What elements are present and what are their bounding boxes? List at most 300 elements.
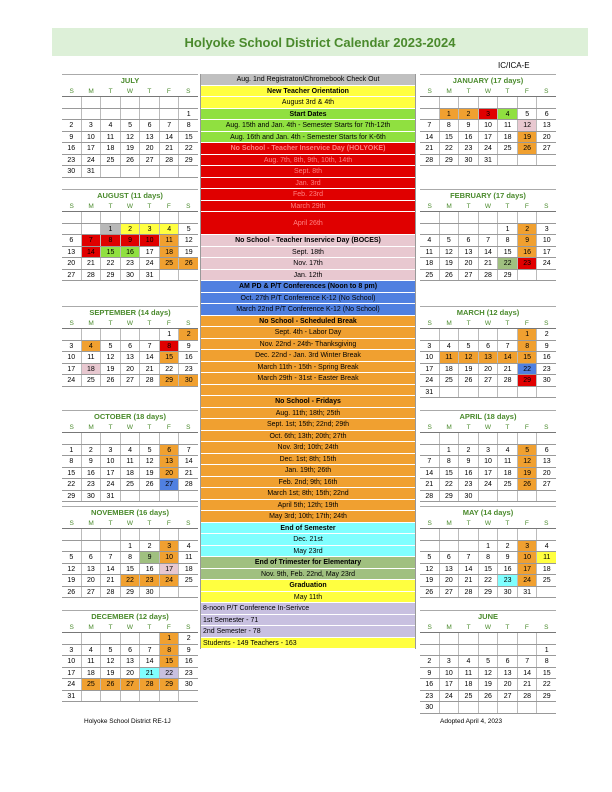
weekday-label: T <box>466 520 471 527</box>
day-cell: 27 <box>542 481 551 488</box>
day-cell: 25 <box>82 679 102 690</box>
legend-row: Nov. 3rd; 10th; 24th <box>201 442 415 454</box>
day-cell <box>82 433 102 444</box>
week-row <box>420 143 556 155</box>
day-cell: 8 <box>160 645 180 656</box>
week-row <box>420 691 556 703</box>
day-cell: 10 <box>479 120 499 131</box>
day-cell <box>62 224 82 235</box>
weekday-label: T <box>147 424 152 431</box>
day-cell: 5 <box>459 341 479 352</box>
weekday-label: S <box>427 520 432 527</box>
day-cell <box>121 329 141 340</box>
weekday-label: W <box>484 203 492 210</box>
weekday-label: S <box>427 203 432 210</box>
legend-row: March 11th - 15th - Spring Break <box>201 362 415 374</box>
day-cell: 9 <box>62 132 82 143</box>
weekday-label: M <box>446 520 452 527</box>
day-cell: 22 <box>62 479 82 490</box>
day-cell <box>537 433 556 444</box>
month-title: FEBRUARY (17 days) <box>420 189 556 201</box>
day-cell <box>140 433 160 444</box>
day-cell <box>459 224 479 235</box>
day-cell: 28 <box>459 587 479 598</box>
day-cell: 19 <box>479 679 499 690</box>
day-cell: 15 <box>160 656 180 667</box>
weekday-header <box>420 86 556 97</box>
day-cell: 20 <box>459 258 479 269</box>
day-cell <box>420 445 440 456</box>
legend-row: May 3rd; 10th; 17th; 24th <box>201 511 415 523</box>
week-row <box>62 433 198 445</box>
day-cell: 9 <box>140 552 160 563</box>
day-cell: 25 <box>160 258 180 269</box>
day-cell <box>459 645 479 656</box>
day-cell: 28 <box>82 270 102 281</box>
day-cell: 3 <box>62 341 82 352</box>
week-row <box>420 479 556 491</box>
weekday-label: S <box>544 88 549 95</box>
day-cell: 12 <box>101 656 121 667</box>
day-cell <box>420 529 440 540</box>
day-cell <box>121 109 141 120</box>
day-cell: 2 <box>179 329 198 340</box>
weekday-label: T <box>505 88 510 95</box>
month-calendar <box>62 74 198 178</box>
week-row <box>62 120 198 132</box>
day-cell: 4 <box>186 542 191 550</box>
day-cell: 10 <box>440 668 460 679</box>
day-cell: 11 <box>82 352 102 363</box>
day-cell: 26 <box>518 479 538 490</box>
day-cell: 5 <box>440 235 460 246</box>
weekday-header <box>420 622 556 633</box>
week-row <box>420 456 556 468</box>
weekday-label: S <box>544 624 549 631</box>
legend-row: Jan. 12th <box>201 270 415 282</box>
day-cell: 8 <box>101 235 121 246</box>
week-row <box>62 224 198 236</box>
legend-row: Graduation <box>201 580 415 592</box>
day-cell: 10 <box>479 456 499 467</box>
day-cell: 26 <box>479 691 499 702</box>
week-row <box>62 132 198 144</box>
day-cell: 21 <box>82 258 102 269</box>
day-cell: 9 <box>459 120 479 131</box>
day-cell: 23 <box>62 155 82 166</box>
day-cell <box>420 541 440 552</box>
day-cell: 23 <box>420 691 440 702</box>
legend-row: Sept. 1st; 15th; 22nd; 29th <box>201 419 415 431</box>
weekday-label: F <box>524 88 529 95</box>
day-cell: 29 <box>121 587 141 598</box>
legend-row: Nov. 22nd - 24th- Thanksgiving <box>201 339 415 351</box>
day-cell: 11 <box>440 352 460 363</box>
day-cell: 3 <box>420 341 440 352</box>
day-cell: 4 <box>440 341 460 352</box>
month-title: DECEMBER (12 days) <box>62 610 198 622</box>
month-title: SEPTEMBER (14 days) <box>62 306 198 318</box>
day-cell: 28 <box>140 679 160 690</box>
day-cell: 9 <box>498 552 518 563</box>
weekday-header <box>62 518 198 529</box>
day-cell: 31 <box>420 387 440 398</box>
day-cell <box>140 529 160 540</box>
legend-row: Aug. 11th; 18th; 25th <box>201 408 415 420</box>
day-cell <box>160 212 180 223</box>
day-cell: 17 <box>62 668 82 679</box>
day-cell <box>101 166 121 177</box>
week-row <box>420 468 556 480</box>
day-cell: 14 <box>82 247 102 258</box>
day-cell: 19 <box>140 468 160 479</box>
week-row <box>420 575 556 587</box>
day-cell <box>121 491 141 502</box>
day-cell: 21 <box>518 679 538 690</box>
day-cell <box>82 541 102 552</box>
day-cell: 3 <box>62 645 82 656</box>
day-cell <box>101 433 121 444</box>
day-cell <box>537 633 556 644</box>
day-cell: 24 <box>160 575 180 586</box>
page-title: Holyoke School District Calendar 2023-2024 <box>52 28 588 56</box>
day-cell: 13 <box>121 352 141 363</box>
day-cell: 6 <box>82 552 102 563</box>
weekday-label: F <box>166 424 171 431</box>
month-calendar <box>420 506 556 598</box>
day-cell <box>420 645 440 656</box>
day-cell: 20 <box>160 468 180 479</box>
day-cell: 25 <box>184 577 193 584</box>
day-cell: 2 <box>459 109 479 120</box>
day-cell: 23 <box>459 479 479 490</box>
day-cell: 1 <box>518 329 538 340</box>
day-cell: 26 <box>179 258 198 269</box>
day-cell: 23 <box>140 575 160 586</box>
day-cell: 20 <box>121 668 141 679</box>
day-cell <box>140 491 160 502</box>
weekday-label: T <box>466 203 471 210</box>
day-cell <box>440 645 460 656</box>
day-cell: 14 <box>420 468 440 479</box>
day-cell <box>479 491 499 502</box>
day-cell: 14 <box>518 668 538 679</box>
day-cell: 8 <box>479 552 499 563</box>
day-cell: 21 <box>459 575 479 586</box>
month-title: NOVEMBER (16 days) <box>62 506 198 518</box>
day-cell: 10 <box>542 237 551 244</box>
day-cell <box>160 587 180 598</box>
weekday-label: T <box>466 624 471 631</box>
day-cell: 16 <box>140 564 160 575</box>
day-cell <box>498 645 518 656</box>
day-cell: 19 <box>62 575 82 586</box>
legend-row: Aug. 16th and Jan. 4th - Semester Starts for K-6th <box>201 132 415 144</box>
legend-row: No School - Teacher Inservice Day (HOLYOKE) <box>201 143 415 155</box>
day-cell: 16 <box>518 247 538 258</box>
legend-row: Jan. 19th; 26th <box>201 465 415 477</box>
day-cell: 6 <box>544 110 549 118</box>
weekday-label: M <box>88 320 94 327</box>
day-cell: 29 <box>160 375 180 386</box>
day-cell: 16 <box>184 354 193 361</box>
legend-row: May 23rd <box>201 546 415 558</box>
day-cell <box>459 387 479 398</box>
day-cell: 2 <box>82 445 102 456</box>
week-row <box>420 352 556 364</box>
day-cell: 17 <box>160 564 180 575</box>
day-cell: 11 <box>160 235 180 246</box>
legend-row: April 26th <box>201 212 415 235</box>
weekday-label: S <box>69 424 74 431</box>
weekday-label: S <box>69 88 74 95</box>
day-cell: 23 <box>459 143 479 154</box>
month-title: APRIL (18 days) <box>420 410 556 422</box>
day-cell <box>498 702 518 713</box>
weekday-label: T <box>108 520 113 527</box>
day-cell: 27 <box>479 375 499 386</box>
week-row <box>62 541 198 553</box>
day-cell: 3 <box>82 120 102 131</box>
day-cell <box>459 433 479 444</box>
legend-row: Sept. 8th <box>201 166 415 178</box>
day-cell: 12 <box>518 456 538 467</box>
weekday-label: T <box>466 424 471 431</box>
day-cell: 15 <box>440 132 460 143</box>
day-cell: 2 <box>459 445 479 456</box>
week-row <box>420 445 556 457</box>
day-cell: 30 <box>179 375 198 386</box>
month-calendar <box>62 610 198 702</box>
weekday-header <box>62 201 198 212</box>
month-title: AUGUST (11 days) <box>62 189 198 201</box>
day-cell: 30 <box>82 491 102 502</box>
day-cell: 7 <box>479 235 499 246</box>
weekday-header <box>420 518 556 529</box>
week-row <box>420 132 556 144</box>
day-cell <box>160 109 180 120</box>
day-cell: 29 <box>498 270 518 281</box>
week-row <box>420 97 556 109</box>
day-cell: 22 <box>160 668 180 679</box>
week-row <box>420 529 556 541</box>
day-cell: 4 <box>498 445 518 456</box>
day-cell: 31 <box>82 166 102 177</box>
weekday-label: W <box>484 88 492 95</box>
day-cell <box>101 109 121 120</box>
day-cell: 29 <box>101 270 121 281</box>
day-cell: 3 <box>160 541 180 552</box>
day-cell: 23 <box>498 575 518 586</box>
weekday-label: M <box>88 88 94 95</box>
day-cell <box>179 166 198 177</box>
day-cell: 24 <box>62 375 82 386</box>
day-cell: 5 <box>518 445 538 456</box>
day-cell: 5 <box>62 552 82 563</box>
day-cell: 9 <box>544 342 549 350</box>
day-cell: 11 <box>101 132 121 143</box>
day-cell <box>440 329 460 340</box>
day-cell: 24 <box>420 375 440 386</box>
day-cell: 16 <box>498 564 518 575</box>
day-cell: 18 <box>459 679 479 690</box>
week-row <box>420 541 556 553</box>
day-cell <box>537 97 556 108</box>
weekday-label: W <box>126 520 134 527</box>
weekday-label: S <box>427 88 432 95</box>
week-row <box>62 656 198 668</box>
weekday-header <box>62 622 198 633</box>
day-cell: 16 <box>542 354 551 361</box>
week-row <box>62 364 198 376</box>
day-cell: 12 <box>440 247 460 258</box>
weekday-label: S <box>427 624 432 631</box>
weekday-label: M <box>446 88 452 95</box>
weekday-label: T <box>505 520 510 527</box>
day-cell: 6 <box>498 656 518 667</box>
day-cell: 24 <box>140 258 160 269</box>
day-cell: 6 <box>544 446 549 454</box>
day-cell: 5 <box>101 645 121 656</box>
weekday-label: S <box>186 424 191 431</box>
week-row <box>62 552 198 564</box>
day-cell: 13 <box>542 122 551 129</box>
day-cell: 17 <box>82 143 102 154</box>
footer-district: Holyoke School District RE-1J <box>84 718 171 725</box>
day-cell: 22 <box>184 145 193 152</box>
day-cell <box>179 587 198 598</box>
day-cell: 17 <box>479 468 499 479</box>
day-cell: 1 <box>160 633 180 644</box>
day-cell: 30 <box>121 270 141 281</box>
day-cell: 11 <box>420 247 440 258</box>
legend-row: Dec. 1st; 8th; 15th <box>201 454 415 466</box>
day-cell: 31 <box>479 155 499 166</box>
day-cell: 21 <box>479 258 499 269</box>
weekday-label: M <box>446 624 452 631</box>
day-cell: 11 <box>537 552 556 563</box>
day-cell: 2 <box>140 541 160 552</box>
day-cell: 28 <box>479 270 499 281</box>
legend-row: Aug. 7th, 8th, 9th, 10th, 14th <box>201 155 415 167</box>
day-cell: 22 <box>121 575 141 586</box>
weekday-label: S <box>186 624 191 631</box>
day-cell <box>140 97 160 108</box>
day-cell: 7 <box>420 120 440 131</box>
day-cell <box>518 212 538 223</box>
day-cell: 1 <box>62 445 82 456</box>
week-row <box>420 702 556 714</box>
week-row <box>420 212 556 224</box>
weekday-label: F <box>524 424 529 431</box>
weekday-label: M <box>446 424 452 431</box>
day-cell <box>440 387 460 398</box>
day-cell: 23 <box>121 258 141 269</box>
day-cell: 4 <box>420 235 440 246</box>
week-row <box>62 247 198 259</box>
day-cell: 22 <box>101 258 121 269</box>
day-cell <box>62 212 82 223</box>
day-cell <box>121 97 141 108</box>
day-cell: 17 <box>542 248 551 256</box>
day-cell <box>160 491 180 502</box>
weekday-label: F <box>524 203 529 210</box>
day-cell: 3 <box>101 445 121 456</box>
day-cell: 20 <box>498 679 518 690</box>
weekday-label: T <box>505 424 510 431</box>
month-calendar <box>62 410 198 502</box>
day-cell <box>518 433 538 444</box>
week-row <box>420 235 556 247</box>
day-cell: 1 <box>479 541 499 552</box>
weekday-label: W <box>484 624 492 631</box>
week-row <box>420 564 556 576</box>
month-title: OCTOBER (18 days) <box>62 410 198 422</box>
day-cell <box>440 433 460 444</box>
day-cell: 29 <box>440 491 460 502</box>
day-cell: 20 <box>440 575 460 586</box>
weekday-label: T <box>108 320 113 327</box>
week-row <box>420 633 556 645</box>
day-cell: 11 <box>498 120 518 131</box>
month-calendar <box>420 610 556 714</box>
day-cell <box>101 541 121 552</box>
day-cell: 14 <box>459 564 479 575</box>
day-cell: 4 <box>101 120 121 131</box>
day-cell: 22 <box>479 575 499 586</box>
day-cell: 7 <box>82 235 102 246</box>
week-row <box>420 491 556 503</box>
day-cell <box>440 212 460 223</box>
day-cell: 27 <box>82 587 102 598</box>
day-cell: 3 <box>479 445 499 456</box>
legend-row <box>201 385 415 397</box>
day-cell: 6 <box>62 235 82 246</box>
day-cell: 2 <box>420 656 440 667</box>
day-cell <box>82 109 102 120</box>
day-cell: 24 <box>82 155 102 166</box>
day-cell: 15 <box>440 468 460 479</box>
day-cell: 3 <box>544 225 549 233</box>
day-cell: 17 <box>479 132 499 143</box>
day-cell <box>498 387 518 398</box>
weekday-label: F <box>166 88 171 95</box>
week-row <box>62 341 198 353</box>
day-cell <box>420 633 440 644</box>
day-cell: 13 <box>160 456 180 467</box>
day-cell <box>518 702 538 713</box>
day-cell <box>479 633 499 644</box>
weekday-label: S <box>69 320 74 327</box>
month-calendar <box>420 410 556 502</box>
weekday-label: S <box>427 320 432 327</box>
day-cell: 13 <box>440 564 460 575</box>
legend-row: New Teacher Orientation <box>201 86 415 98</box>
day-cell <box>459 97 479 108</box>
day-cell: 21 <box>101 575 121 586</box>
weekday-label: S <box>69 520 74 527</box>
day-cell: 13 <box>459 247 479 258</box>
week-row <box>62 564 198 576</box>
weekday-label: S <box>544 424 549 431</box>
weekday-label: S <box>186 203 191 210</box>
weekday-label: W <box>126 624 134 631</box>
weekday-label: F <box>166 203 171 210</box>
day-cell: 9 <box>420 668 440 679</box>
day-cell: 18 <box>101 143 121 154</box>
legend-row: Sept. 18th <box>201 247 415 259</box>
day-cell: 5 <box>121 120 141 131</box>
